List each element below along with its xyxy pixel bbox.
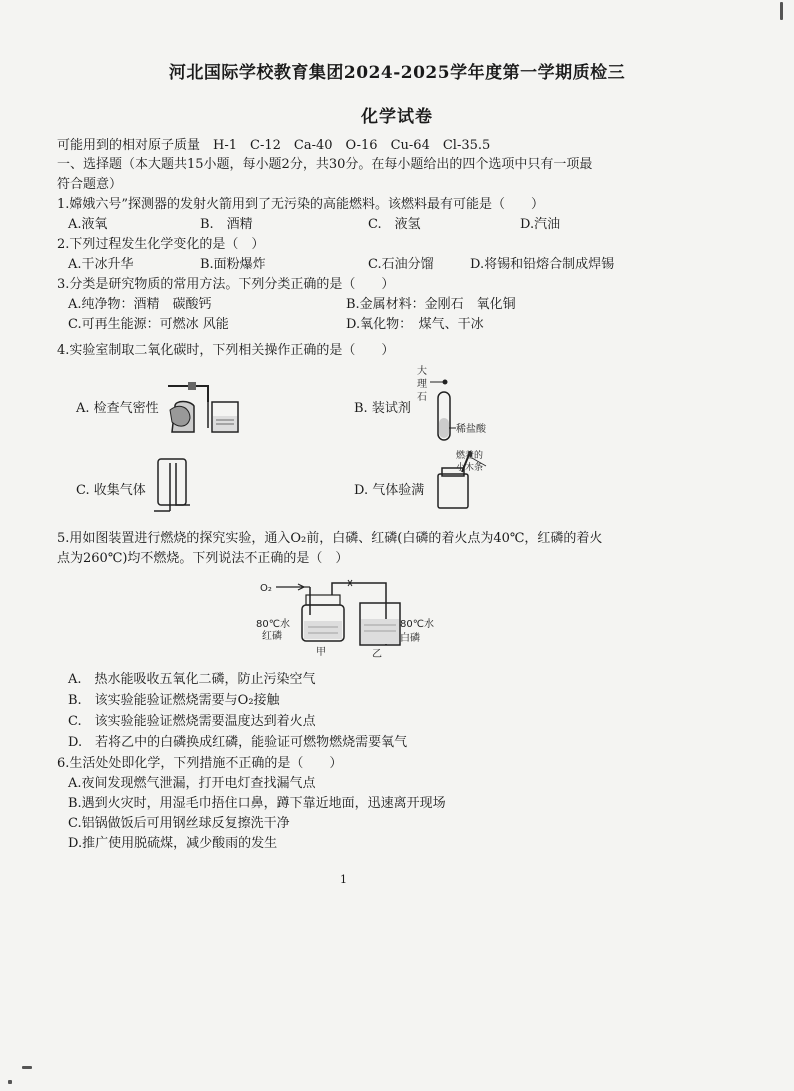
water-left-label: 80℃水 [256,619,290,630]
water-right-label: 80℃水 [400,619,434,630]
q2-option-c: C.石油分馏 [368,257,434,272]
q3-option-d: D.氧化物： 煤气、干冰 [346,317,484,332]
q1-option-a: A.液氧 [68,217,108,232]
gas-collection-figure [150,455,198,519]
q2-option-d: D.将锡和铅熔合制成焊锡 [470,257,615,272]
q6-option-b: B.遇到火灾时，用湿毛巾捂住口鼻，蹲下靠近地面，迅速离开现场 [68,796,446,811]
combustion-apparatus-figure [256,575,456,661]
question-4-stem: 4.实验室制取二氧化碳时，下列相关操作正确的是（ ） [57,343,395,358]
question-2-stem: 2.下列过程发生化学变化的是（ ） [57,237,265,252]
question-6-stem: 6.生活处处即化学，下列措施不正确的是（ ） [57,756,343,771]
red-phosphorus-label: 红磷 [262,631,282,642]
q1-option-c: C. 液氢 [368,217,421,232]
page-number: 1 [340,873,347,886]
stick-label-2: 小木条 [456,463,484,473]
scan-speck [8,1080,12,1084]
q5-option-c: C. 该实验能验证燃烧需要温度达到着火点 [68,714,316,729]
q6-option-a: A.夜间发现燃气泄漏，打开电灯查找漏气点 [68,776,316,791]
jia-label: 甲 [316,647,326,658]
marble-label-3: 石 [417,392,427,403]
q1-option-b: B. 酒精 [200,217,253,232]
q5-option-b: B. 该实验能验证燃烧需要与O₂接触 [68,693,280,708]
yi-label: 乙 [372,649,382,660]
q5-option-a: A. 热水能吸收五氧化二磷，防止污染空气 [68,672,316,687]
q4-option-a: A. 检查气密性 [76,401,159,416]
q1-option-d: D.汽油 [520,217,561,232]
question-1-stem: 1.嫦娥六号”探测器的发射火箭用到了无污染的高能燃料。该燃料最有可能是（ ） [57,197,545,212]
q2-option-b: B.面粉爆炸 [200,257,266,272]
q4-option-c: C. 收集气体 [76,483,146,498]
question-5-stem: 5.用如图装置进行燃烧的探究实验，通入O₂前，白磷、红磷(白磷的着火点为40℃，红磷的着火 [57,531,603,546]
q6-option-d: D.推广使用脱硫煤，减少酸雨的发生 [68,836,278,851]
marble-label-1: 大 [417,366,427,377]
q3-option-c: C.可再生能源：可燃冰 风能 [68,317,229,332]
q4-option-b: B. 装试剂 [354,401,411,416]
add-reagent-figure [414,362,494,446]
o2-label: O₂ [260,583,272,594]
stick-label-1: 燃着的 [456,451,484,461]
scan-speck [22,1066,32,1069]
gas-full-test-figure [428,448,548,510]
exam-title: 河北国际学校教育集团2024-2025学年度第一学期质检三 [168,63,626,83]
section-heading-cont: 符合题意） [57,177,123,192]
scan-speck [780,2,783,20]
q4-option-d: D. 气体验满 [354,483,425,498]
q2-option-a: A.干冰升华 [68,257,134,272]
question-5-stem-cont: 点为260℃)均不燃烧。下列说法不正确的是（ ） [57,551,349,566]
acid-label: 稀盐酸 [456,424,486,435]
section-heading: 一、选择题（本大题共15小题，每小题2分，共30分。在每小题给出的四个选项中只有一项最 [57,157,593,172]
q3-option-b: B.金属材料：金刚石 氧化铜 [346,297,516,312]
white-phosphorus-label: 白磷 [400,633,420,644]
atomic-masses: 可能用到的相对原子质量 H-1 C-12 Ca-40 O-16 Cu-64 Cl-35.5 [57,138,491,153]
q5-option-d: D. 若将乙中的白磷换成红磷，能验证可燃物燃烧需要氧气 [68,735,408,750]
q3-option-a: A.纯净物：酒精 碳酸钙 [68,297,212,312]
marble-label-2: 理 [417,379,427,390]
question-3-stem: 3.分类是研究物质的常用方法。下列分类正确的是（ ） [57,277,395,292]
q6-option-c: C.铝锅做饭后可用钢丝球反复擦洗干净 [68,816,290,831]
exam-subtitle: 化学试卷 [361,107,433,127]
airtightness-check-figure [160,372,250,438]
